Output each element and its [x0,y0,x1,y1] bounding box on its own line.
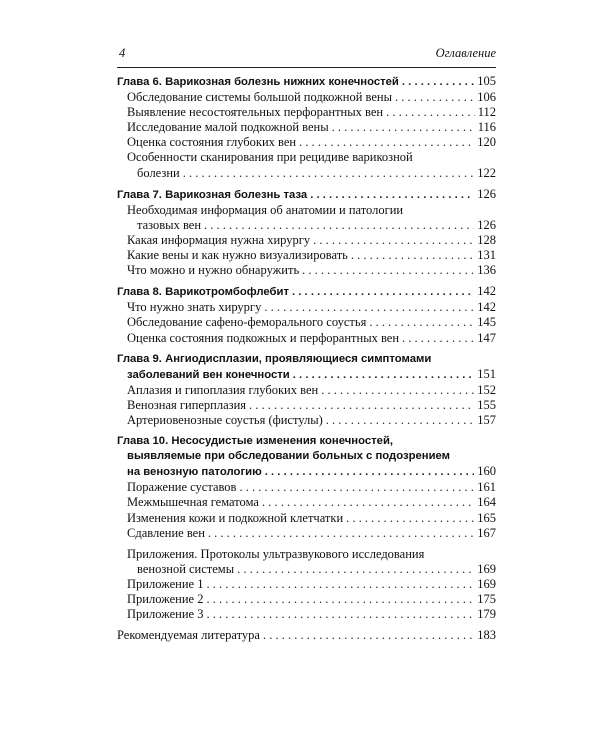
chapter-entry[interactable] [117,74,496,90]
toc-section [117,74,496,181]
subsection-entry-wrap [117,263,496,278]
subsection-entry[interactable] [127,315,496,330]
chapter-entry[interactable] [117,367,496,383]
header-rule [117,67,496,68]
subsection-entry-title: Поражение суставов [127,480,237,495]
dot-leader [206,607,474,622]
subsection-entry-page: 152 [477,382,496,397]
subsection-entry-page: 155 [477,397,496,412]
subsection-entry[interactable] [127,413,496,428]
subsection-entry[interactable] [127,398,496,413]
subsection-entry[interactable] [127,526,496,541]
subsection-entry-wrap [117,150,496,180]
subsection-entry-page: 145 [477,315,496,330]
literature-entry[interactable] [117,628,496,643]
subsection-entry-wrap [117,90,496,105]
subsection-entry-title: Оценка состояния глубоких вен [127,135,297,150]
subsection-entry-title: Артериовенозные соустья (фистулы) [127,412,323,427]
subsection-entry-wrap [117,248,496,263]
subsection-entry-title: Межмышечная гематома [127,495,259,510]
subsection-entry-wrap [117,300,496,315]
dot-leader [292,285,474,300]
dot-leader [402,75,474,90]
chapter-entry-page: 160 [477,464,496,479]
chapter-entry[interactable] [117,284,496,300]
chapter-entry-page: 151 [477,366,496,381]
dot-leader [386,105,475,120]
subsection-entry-wrap [117,592,496,607]
subsection-entry[interactable] [127,495,496,510]
dot-leader [239,480,474,495]
subsection-entry-wrap [117,120,496,135]
dot-leader [206,592,474,607]
subsection-entry-page: 167 [477,525,496,540]
subsection-entry-title: Выявление несостоятельных перфорантных вен [127,105,384,120]
subsection-entry[interactable] [127,90,496,105]
subsection-entry-page: 142 [477,300,496,315]
subsection-entry-page: 169 [477,561,496,576]
subsection-entry-text-line: Необходимая информация об анатомии и патологии [127,202,404,217]
subsection-entry-wrap [117,577,496,592]
chapter-entry-text-line: Глава 10. Несосудистые изменения конечностей, [117,435,394,448]
subsection-entry[interactable] [127,263,496,278]
subsection-entry-title: Аплазия и гипоплазия глубоких вен [127,382,319,397]
dot-leader [302,263,474,278]
subsection-entry-text-line: Особенности сканирования при рецидиве варикозной [127,150,413,165]
dot-leader [265,465,475,480]
subsection-entry-wrap [117,413,496,428]
chapter-entry-text-line: Глава 9. Ангиодисплазии, проявляющиеся симптомами [117,352,432,365]
subsection-entry[interactable] [127,562,496,577]
subsection-entry-wrap [117,383,496,398]
dot-leader [395,90,474,105]
dot-leader [346,511,474,526]
subsection-entry-page: 128 [477,232,496,247]
chapter-entry-text-line: выявляемые при обследовании больных с подозрением [127,450,451,463]
subsection-entry-page: 122 [477,165,496,180]
subsection-entry-title: венозной системы [137,561,235,576]
toc-section [117,187,496,279]
subsection-entry-page: 179 [477,607,496,622]
subsection-entry-page: 112 [477,105,496,120]
subsection-entry[interactable] [127,248,496,263]
subsection-entry-page: 165 [477,510,496,525]
dot-leader [332,120,475,135]
subsection-entry[interactable] [127,218,496,233]
dot-leader [313,233,474,248]
toc-section [117,434,496,541]
subsection-entry-page: 131 [477,248,496,263]
subsection-entry-wrap [117,495,496,510]
subsection-entry[interactable] [127,233,496,248]
running-title: Оглавление [435,46,496,60]
dot-leader [249,398,474,413]
chapter-entry-page: 142 [477,284,496,299]
subsection-entry[interactable] [127,577,496,592]
literature-entry-page: 183 [477,628,496,643]
subsection-entry-title: Что можно и нужно обнаружить [127,263,300,278]
toc-section-literature [117,628,496,643]
subsection-entry-title: Какие вены и как нужно визуализировать [127,248,348,263]
table-of-contents [117,74,496,649]
subsection-entry-text-line: Приложения. Протоколы ультразвукового исследования [127,546,425,561]
subsection-entry-page: 116 [477,120,496,135]
subsection-entry[interactable] [127,105,496,120]
dot-leader [402,331,474,346]
subsection-entry-title: Венозная гиперплазия [127,397,247,412]
subsection-entry-title: Сдавление вен [127,525,205,540]
chapter-entry-title: Глава 8. Варикотромбофлебит [117,286,289,299]
dot-leader [369,315,474,330]
page-number: 4 [119,46,126,60]
subsection-entry-wrap [117,511,496,526]
subsection-entry[interactable] [127,166,496,181]
toc-section [117,284,496,345]
dot-leader [183,166,475,181]
subsection-entry[interactable] [127,120,496,135]
subsection-entry[interactable] [127,511,496,526]
subsection-entry-title: Изменения кожи и подкожной клетчатки [127,510,344,525]
dot-leader [206,577,474,592]
subsection-entry[interactable] [127,331,496,346]
subsection-entry-wrap [117,105,496,120]
chapter-entry-page: 105 [477,74,496,88]
dot-leader [262,495,474,510]
subsection-entry[interactable] [127,300,496,315]
dot-leader [237,562,474,577]
subsection-entry-wrap [117,526,496,541]
chapter-entry[interactable] [117,187,496,203]
toc-section [117,547,496,622]
dot-leader [208,526,474,541]
running-header [117,44,496,64]
subsection-entry-title: Приложение 1 [127,576,204,591]
subsection-entry-title: Приложение 3 [127,607,204,622]
subsection-entry-page: 136 [477,263,496,278]
subsection-entry-title: Исследование малой подкожной вены [127,120,329,135]
subsection-entry-wrap [117,203,496,233]
dot-leader [264,300,474,315]
chapter-entry-title: заболеваний вен конечности [127,368,290,381]
chapter-entry[interactable] [117,464,496,480]
chapter-entry-page: 126 [477,186,496,201]
subsection-entry-page: 120 [477,135,496,150]
chapter-entry-title: Глава 6. Варикозная болезнь нижних конечностей [117,76,399,88]
subsection-entry[interactable] [127,480,496,495]
subsection-entry[interactable] [127,592,496,607]
subsection-entry-page: 161 [477,480,496,495]
dot-leader [326,413,474,428]
chapter-entry-title: на венозную патологию [127,466,262,479]
subsection-entry-page: 157 [477,412,496,427]
subsection-entry-page: 106 [477,90,496,105]
subsection-entry-wrap [117,607,496,622]
subsection-entry-page: 169 [477,576,496,591]
subsection-entry-title: Обследование системы большой подкожной вены [127,90,392,105]
subsection-entry-wrap [117,480,496,495]
subsection-entry[interactable] [127,607,496,622]
subsection-entry-page: 175 [477,592,496,606]
dot-leader [263,628,474,643]
dot-leader [204,218,474,233]
dot-leader [299,135,474,150]
subsection-entry-wrap [117,315,496,330]
subsection-entry-title: болезни [137,165,180,180]
subsection-entry-title: Какая информация нужна хирургу [127,232,311,247]
subsection-entry-title: Обследование сафено-феморального соустья [127,315,367,330]
subsection-entry-title: тазовых вен [137,217,202,232]
subsection-entry-wrap [117,233,496,248]
literature-entry-title: Рекомендуемая литература [117,628,260,643]
subsection-entry-wrap [117,547,496,577]
dot-leader [293,368,474,383]
chapter-entry-title: Глава 7. Варикозная болезнь таза [117,188,308,201]
subsection-entry[interactable] [127,135,496,150]
subsection-entry-wrap [117,331,496,346]
subsection-entry-page: 147 [477,330,496,345]
dot-leader [321,383,474,398]
dot-leader [351,248,474,263]
toc-section [117,352,496,428]
subsection-entry-title: Оценка состояния подкожных и перфорантных вен [127,330,400,345]
subsection-entry-wrap [117,398,496,413]
subsection-entry-wrap [117,135,496,150]
subsection-entry-page: 164 [477,495,496,510]
subsection-entry-page: 126 [477,217,496,232]
subsection-entry-title: Приложение 2 [127,592,204,606]
subsection-entry[interactable] [127,383,496,398]
subsection-entry-title: Что нужно знать хирургу [127,300,262,315]
dot-leader [310,188,474,203]
